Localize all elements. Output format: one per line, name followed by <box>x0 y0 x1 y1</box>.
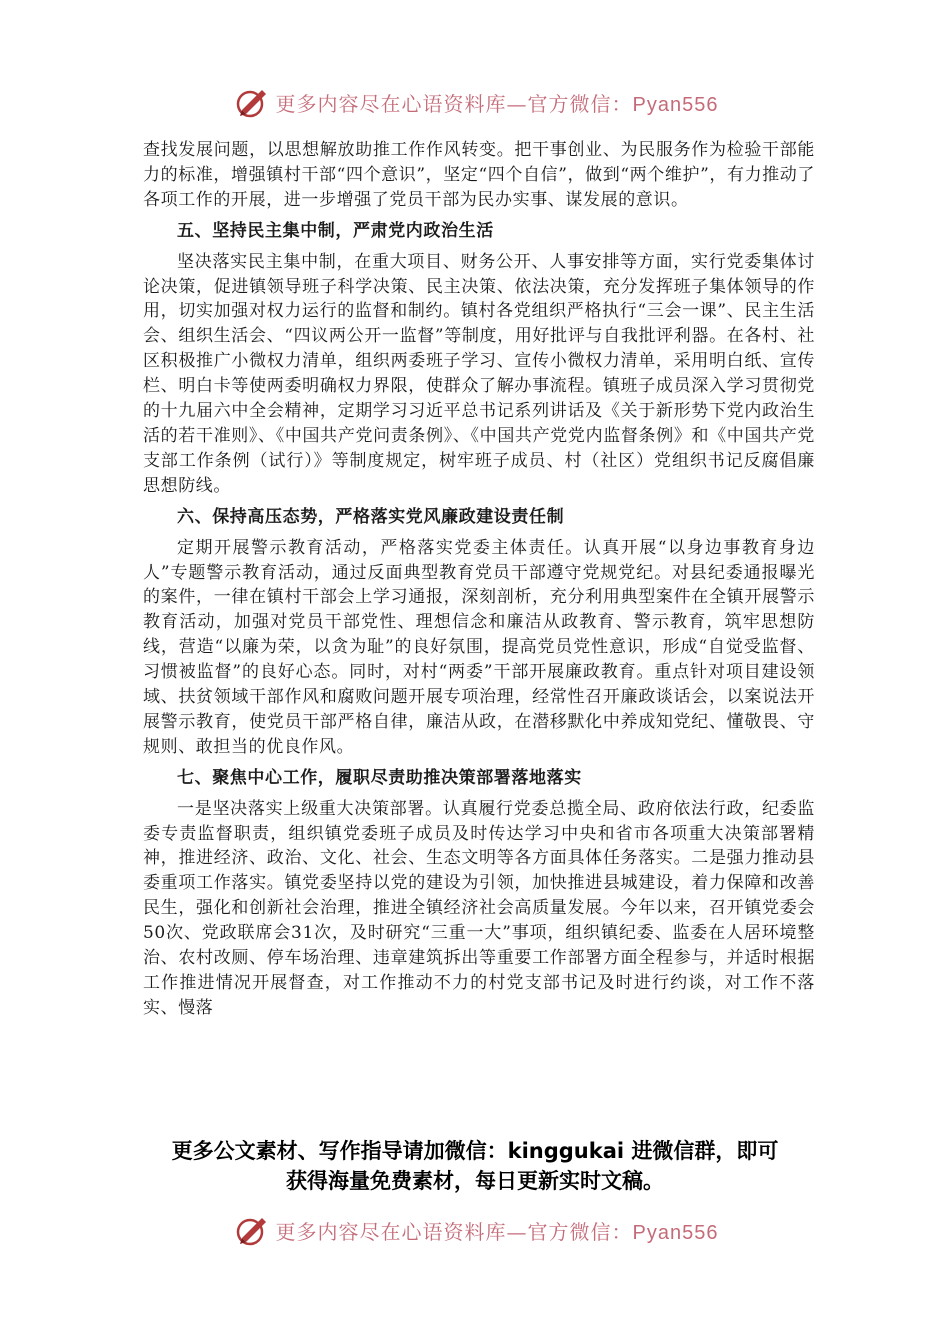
header-banner-text: 更多内容尽在心语资料库—官方微信：Pyan556 <box>275 91 719 116</box>
footer-wechat-id: Pyan556 <box>632 1221 719 1244</box>
logo-pen-icon <box>232 82 272 122</box>
header-banner <box>0 80 950 124</box>
section-heading-5: 五、坚持民主集中制，严肃党内政治生活 <box>177 220 494 241</box>
section-heading-6: 六、保持高压态势，严格落实党风廉政建设责任制 <box>177 506 565 527</box>
document-body <box>143 138 815 1021</box>
continuation-paragraph: 查找发展问题，以思想解放助推工作作风转变。把干事创业、为民服务作为检验干部能力的标准，增强镇村干部“四个意识”，坚定“四个自信”，做到“两个维护”，有力推动了各项工作的开展，进一步增强了党员干部为民办实事、谋发展的意识。 <box>143 140 815 210</box>
section-body-6: 定期开展警示教育活动，严格落实党委主体责任。认真开展“以身边事教育身边人”专题警示教育活动，通过反面典型教育党员干部遵守党规党纪。对县纪委通报曝光的案件，一律在镇村干部会上学习通报，深刻剖析，充分利用典型案件在全镇开展警示教育活动，加强对党员干部党性、理想信念和廉洁从政教育、警示教育，筑牢思想防线，营造“以廉为荣，以贪为耻”的良好氛围，提高党员党性意识，形成“自觉受监督、习惯被监督”的良好心态。同时，对村“两委”干部开展廉政教育。重点针对项目建设领域、扶贫领域干部作风和腐败问题开展专项治理，经常性召开廉政谈话会，以案说法开展警示教育，使党员干部严格自律，廉洁从政，在潜移默化中养成知党纪、懂敬畏、守规则、敢担当的优良作风。 <box>143 537 815 757</box>
promo-line-1: 更多公文素材、写作指导请加微信：kinggukai 进微信群，即可 <box>171 1139 779 1163</box>
header-wechat-id: Pyan556 <box>632 93 719 116</box>
promo-line-2: 获得海量免费素材，每日更新实时文稿。 <box>286 1169 664 1193</box>
logo-pen-icon <box>232 1210 272 1250</box>
section-body-5: 坚决落实民主集中制，在重大项目、财务公开、人事安排等方面，实行党委集体讨论决策，促进镇领导班子科学决策、民主决策、依法决策，充分发挥班子集体领导的作用，切实加强对权力运行的监督和制约。镇村各党组织严格执行“三会一课”、民主生活会、组织生活会、“四议两公开一监督”等制度，用好批评与自我批评利器。在各村、社区积极推广小微权力清单，组织两委班子学习、宣传小微权力清单，采用明白纸、宣传栏、明白卡等使两委明确权力界限，使群众了解办事流程。镇班子成员深入学习贯彻党的十九届六中全会精神，定期学习习近平总书记系列讲话及《关于新形势下党内政治生活的若干准则》、《中国共产党问责条例》、《中国共产党党内监督条例》和《中国共产党支部工作条例（试行）》等制度规定，树牢班子成员、村（社区）党组织书记反腐倡廉思想防线。 <box>143 251 815 496</box>
promo-overlay <box>0 1136 950 1196</box>
section-heading-7: 七、聚焦中心工作，履职尽责助推决策部署落地落实 <box>177 767 582 788</box>
footer-banner-text: 更多内容尽在心语资料库—官方微信：Pyan556 <box>275 1219 719 1244</box>
footer-banner <box>0 1208 950 1252</box>
section-body-7: 一是坚决落实上级重大决策部署。认真履行党委总揽全局、政府依法行政，纪委监委专责监督职责，组织镇党委班子成员及时传达学习中央和省市各项重大决策部署精神，推进经济、政治、文化、社会、生态文明等各方面具体任务落实。二是强力推动县委重项工作落实。镇党委坚持以党的建设为引领，加快推进县城建设，着力保障和改善民生，强化和创新社会治理，推进全镇经济社会高质量发展。今年以来，召开镇党委会50次、党政联席会31次，及时研究“三重一大”事项，组织镇纪委、监委在人居环境整治、农村改厕、停车场治理、违章建筑拆出等重要工作部署方面全程参与，并适时根据工作推进情况开展督查，对工作推动不力的村党支部书记及时进行约谈，对工作不落实、慢落 <box>143 798 815 1018</box>
